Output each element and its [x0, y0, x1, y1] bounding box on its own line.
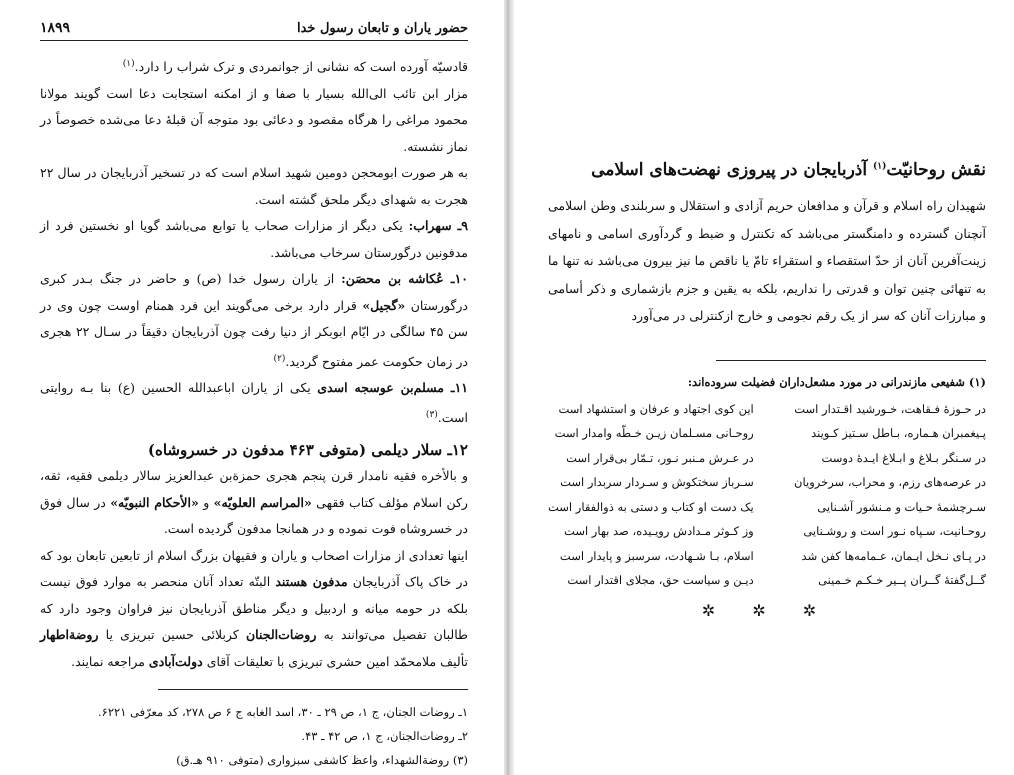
poem-line: روحـانیت، سـپاه نـور است و روشـنایی	[803, 524, 986, 538]
chapter-heading: نقش روحانیّت$^{(۱)}$ آذربایجان در پیروزی نهضت‌های اسلامی	[591, 160, 986, 180]
footnote: ۲ـ روضات‌الجنان، ج ۱، ص ۴۲ ـ ۴۳.	[301, 729, 468, 744]
right-body	[548, 192, 986, 330]
paragraph: و بالأخره فقیه نامدار قرن پنجم هجری حمزةبن عبدالعزیز سالار دیلمی فقیه، ثقه، رکن اسلام مؤلف کتاب فقهی «المراسم العلویّه» و «الأحکام النبویّه» در سال فوق در خسروشاه فوت نموده و در همانجا مدفون گردیده است.	[40, 468, 468, 537]
footnote-ref: (۱)	[122, 59, 135, 69]
paragraph: قادسیّه آورده است که نشانی از جوانمردی و ترک شراب را دارد.$^{(۱)}$	[122, 59, 468, 75]
footnote: (۳) روضةالشهداء، واعظ کاشفی سبزواری (متوفی ۹۱۰ هـ.ق)	[176, 753, 468, 768]
poem-line: سـرباز سختکوش و سـردار سربدار است	[560, 475, 754, 489]
poem-line: اسلام، بـا شـهادت، سرسبز و پایدار است	[559, 548, 754, 563]
poem-line: روحـانی مسـلمان زیـن خـطّه وامدار است	[554, 426, 754, 440]
running-head: حضور یاران و تابعان رسول خدا	[296, 21, 468, 36]
poem-line: در پـای نـخل ایـمان، عـمامه‌ها کفن شد	[801, 548, 986, 563]
paragraph: شهیدان راه اسلام و قرآن و مدافعان حریم آزادی و استقلال و سربلندی وطن اسلامی آنچنان گسترده و دامنگستر می‌باشد که تکنترل و ضبط و گردآوری اسامی و نامهای زینت‌آفرین آنان از حدّ استقصاء و استقراء تامّ یا ناقص ما نیز بیرون می‌باشد نه تنها ما به تنهائی چنین توان و قدرتی را نداریم، بلکه به یقین و جزم بازشماری و ذکر أسامی و مبارزات آنان که سر از یک رقم نجومی و خارج ازکنترلی در می‌آورد	[548, 198, 986, 323]
footnotes	[40, 700, 468, 772]
entry-9: ۹ـ سهراب: یکی دیگر از مزارات صحاب یا توابع می‌باشد گویا او نخستین فرد از مدفونین درگورستان سرخاب می‌باشد.	[40, 218, 468, 260]
footnote-ref: (۳)	[425, 409, 438, 420]
entry-10: ۱۰ـ عُکاشه بن محصَن: از یاران رسول خدا (ص) و حاضر در جنگ بـدر کبری درگورستان «گجیل» قرار دارد برخی می‌گویند این فرد همنام اوست چون وی در سن ۴۵ سالگی در ایّام ابوبکر از دنیا رفت چون آذربایجان دقیقاً در سـال ۲۲ هجری در زمان حکومت عمر مفتوح گردید.$^{(۲)}$	[40, 271, 468, 369]
paragraph: مزار ابن تائب الی‌الله بسیار با صفا و از امکنه استجابت دعا است گویند مولانا محمود مراغی را هرگاه مقصود و دعائی بود متوجه آن قبلهٔ دعا می‌شده خصوصاً در نماز نشسته.	[40, 85, 468, 154]
paragraph: به هر صورت ابومحجن دومین شهید اسلام است که در تسخیر آذربایجان در سال ۲۲ هجرت به شهدای دیگر ملحق گشته است.	[40, 165, 468, 207]
poem-intro: (۱) شفیعی مازندرانی در مورد مشعل‌داران فضیلت سروده‌اند:	[687, 374, 986, 389]
entry-title: ۱۰ـ عُکاشه بن محصَن:	[341, 271, 468, 287]
poem-line: دیـن و سیاست حق، مجلای اقتدار است	[567, 573, 754, 587]
footnote-ref: (۲)	[273, 353, 286, 364]
poem-line: وز کـوثر مـدادش رویـیده، صد بهار است	[564, 524, 754, 538]
right-page	[512, 0, 1014, 775]
poem-line: سـرچشمهٔ حـیات و مـنشور آشـنایی	[817, 499, 986, 514]
footnote-divider	[158, 689, 468, 690]
entry-11: ۱۱ـ مسلم‌بن عوسجه اسدی یکی از یاران اباعبدالله الحسین (ع) بنا بـه روایتی است.$^{(۳)}$	[40, 380, 468, 425]
paragraph: اینها تعدادی از مزارات اصحاب و یاران و فقیهان بزرگ اسلام از تابعین تابعان بود که در خاک پاک آذربایجان مدفون هستند البتّه تعداد آنان منحصر به موارد فوق نیست بلکه در حومه میانه و اردبیل و دیگر مناطق آذربایجان نیز فراوان وجود دارد که طالبان تفصیل می‌توانند به روضات‌الجنان کربلائی حسین تبریزی یا روضةاطهار تألیف ملامحمّد امین حشری تبریزی با تعلیقات آقای دولت‌آبادی مراجعه نمایند.	[40, 547, 468, 669]
poem-line: در عـرش مـنبر نـور، تـمّار بی‌قرار است	[566, 450, 754, 465]
poem-line: پـیغمبران هـماره، بـاطل سـتیز کـویند	[811, 426, 986, 440]
page-header	[40, 20, 468, 41]
poem-line: این کوی اجتهاد و عرفان و استشهاد است	[558, 401, 754, 416]
footnote-ref: (۱)	[873, 161, 887, 172]
poem-line: در عرصه‌های رزم، و محراب، سرخرویان	[794, 475, 986, 489]
section-title: ۱۲ـ سلار دیلمی (متوفی ۴۶۳ مدفون در خسروشاه)	[147, 441, 468, 460]
left-page	[0, 0, 496, 775]
poem-line: یک دست او کتاب و دستی به ذوالفقار است	[548, 499, 754, 514]
page-number: ۱۸۹۹	[40, 20, 71, 36]
footnote-divider	[716, 360, 986, 361]
poem-line: در حـوزهٔ فـقاهت، خـورشید اقـتدار است	[794, 401, 986, 416]
poem	[548, 397, 986, 593]
poem-line: گــل‌گفتهٔ گــران پــیر خـکـم خـمینی	[818, 573, 986, 587]
ornament-stars: ✲ ✲ ✲	[701, 600, 833, 620]
entry-title: ۹ـ سهراب:	[408, 218, 468, 234]
footnote: ۱ـ روضات الجنان، ج ۱، ص ۲۹ ـ ۳۰، اسد الغابه ج ۶ ص ۲۷۸، کد معرّفی ۶۲۲۱.	[98, 705, 468, 720]
poem-line: در سـنگر بـلاغ و ابـلاغ ایـدهٔ دوست	[821, 450, 986, 465]
entry-title: ۱۱ـ مسلم‌بن عوسجه اسدی	[317, 380, 468, 396]
